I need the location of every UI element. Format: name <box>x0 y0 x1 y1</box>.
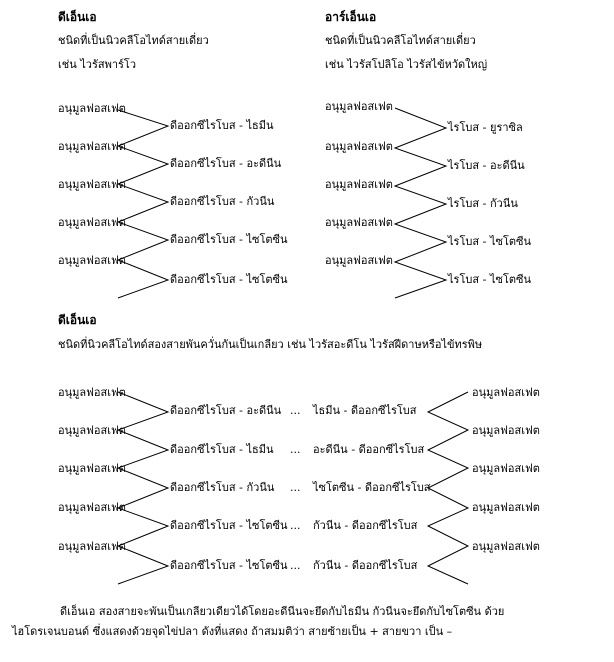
pair-left-label: ดีออกซีไรโบส - อะดีนีน <box>170 404 282 417</box>
phosphate-label: อนุมูลฟอสเฟต <box>58 254 126 267</box>
phosphate-label-right: อนุมูลฟอสเฟต <box>472 501 540 514</box>
pair-left-label: ดีออกซีไรโบส - ไซโตซีน <box>170 559 288 572</box>
hydrogen-bond-dots: ... <box>290 519 301 532</box>
phosphate-label: อนุมูลฟอสเฟต <box>58 216 126 229</box>
phosphate-label: อนุมูลฟอสเฟต <box>58 102 126 115</box>
pair-right-label: อะดีนีน - ดีออกซีไรโบส <box>313 443 425 456</box>
nucleotide-label: ไรโบส - กัวนีน <box>448 197 518 210</box>
pair-left-label: ดีออกซีไรโบส - ไซโตซีน <box>170 519 288 532</box>
dna-double-desc: ชนิดที่นิวคลีโอไทด์สองสายพันควั่นกันเป็นเกลียว เช่น ไวรัสอะดีโน ไวรัสฝีดาษหรือไข้ทรพิษ <box>58 338 483 351</box>
hydrogen-bond-dots: ... <box>290 559 301 572</box>
phosphate-label-right: อนุมูลฟอสเฟต <box>472 462 540 475</box>
pair-left-label: ดีออกซีไรโบส - ไธมีน <box>170 443 274 456</box>
phosphate-label: อนุมูลฟอสเฟต <box>325 100 393 113</box>
phosphate-label-left: อนุมูลฟอสเฟต <box>58 540 126 553</box>
nucleotide-label: ดีออกซีไรโบส - ไซโตซีน <box>170 273 288 286</box>
nucleotide-label: ดีออกซีไรโบส - กัวนีน <box>170 195 275 208</box>
rna-single-title: อาร์เอ็นเอ <box>325 10 377 24</box>
nucleotide-label: ไรโบส - ไซโตซีน <box>448 273 532 286</box>
dna-double-left-backbone <box>118 392 168 584</box>
hydrogen-bond-dots: ... <box>290 443 301 456</box>
phosphate-label: อนุมูลฟอสเฟต <box>58 178 126 191</box>
phosphate-label-left: อนุมูลฟอสเฟต <box>58 386 126 399</box>
explanation-paragraph <box>12 602 604 642</box>
phosphate-label: อนุมูลฟอสเฟต <box>325 140 393 153</box>
dna-double-title: ดีเอ็นเอ <box>58 313 97 327</box>
phosphate-label-right: อนุมูลฟอสเฟต <box>472 424 540 437</box>
phosphate-label-left: อนุมูลฟอสเฟต <box>58 462 126 475</box>
rna-single-backbone <box>395 108 446 298</box>
hydrogen-bond-dots: ... <box>290 481 301 494</box>
phosphate-label: อนุมูลฟอสเฟต <box>58 140 126 153</box>
rna-single-example: เช่น ไวรัสโปลิโอ ไวรัสไข้หวัดใหญ่ <box>325 58 488 71</box>
pair-right-label: ไธมีน - ดีออกซีไรโบส <box>313 404 417 417</box>
dna-single-example: เช่น ไวรัสพาร์โว <box>58 58 136 71</box>
nucleotide-label: ดีออกซีไรโบส - ไธมีน <box>170 119 274 132</box>
phosphate-label: อนุมูลฟอสเฟต <box>325 178 393 191</box>
nucleotide-label: ไรโบส - ยูราซิล <box>448 121 523 134</box>
hydrogen-bond-dots: ... <box>290 404 301 417</box>
nucleotide-label: ดีออกซีไรโบส - อะดีนีน <box>170 157 282 170</box>
rna-single-desc: ชนิดที่เป็นนิวคลีโอไทด์สายเดี่ยว <box>325 34 476 47</box>
nucleotide-label: ไรโบส - ไซโตซีน <box>448 235 532 248</box>
phosphate-label: อนุมูลฟอสเฟต <box>325 254 393 267</box>
phosphate-label-right: อนุมูลฟอสเฟต <box>472 540 540 553</box>
dna-single-desc: ชนิดที่เป็นนิวคลีโอไทด์สายเดี่ยว <box>58 34 209 47</box>
phosphate-label-left: อนุมูลฟอสเฟต <box>58 501 126 514</box>
paragraph-line-1: ดีเอ็นเอ สองสายจะพันเป็นเกลียวเดียวได้โดยอะดีนีนจะยึดกับไธมีน กัวนีนจะยึดกับไซโตซีน ด้วย <box>60 605 505 618</box>
nucleotide-label: ดีออกซีไรโบส - ไซโตซีน <box>170 233 288 246</box>
phosphate-label-left: อนุมูลฟอสเฟต <box>58 424 126 437</box>
pair-right-label: กัวนีน - ดีออกซีไรโบส <box>313 559 418 572</box>
pair-right-label: ไซโตซีน - ดีออกซีไรโบส <box>313 481 431 494</box>
dna-single-title: ดีเอ็นเอ <box>58 10 97 24</box>
dna-single-backbone <box>118 110 168 298</box>
pair-right-label: กัวนีน - ดีออกซีไรโบส <box>313 519 418 532</box>
phosphate-label-right: อนุมูลฟอสเฟต <box>472 386 540 399</box>
phosphate-label: อนุมูลฟอสเฟต <box>325 216 393 229</box>
paragraph-line-2: ไฮโดรเจนบอนด์ ซึ่งแสดงด้วยจุดไข่ปลา ดังที่แสดง ถ้าสมมติว่า สายซ้ายเป็น + สายขวา เป็น – <box>12 625 453 638</box>
dna-double-right-backbone <box>428 392 468 584</box>
nucleotide-label: ไรโบส - อะดีนีน <box>448 159 525 172</box>
pair-left-label: ดีออกซีไรโบส - กัวนีน <box>170 481 275 494</box>
